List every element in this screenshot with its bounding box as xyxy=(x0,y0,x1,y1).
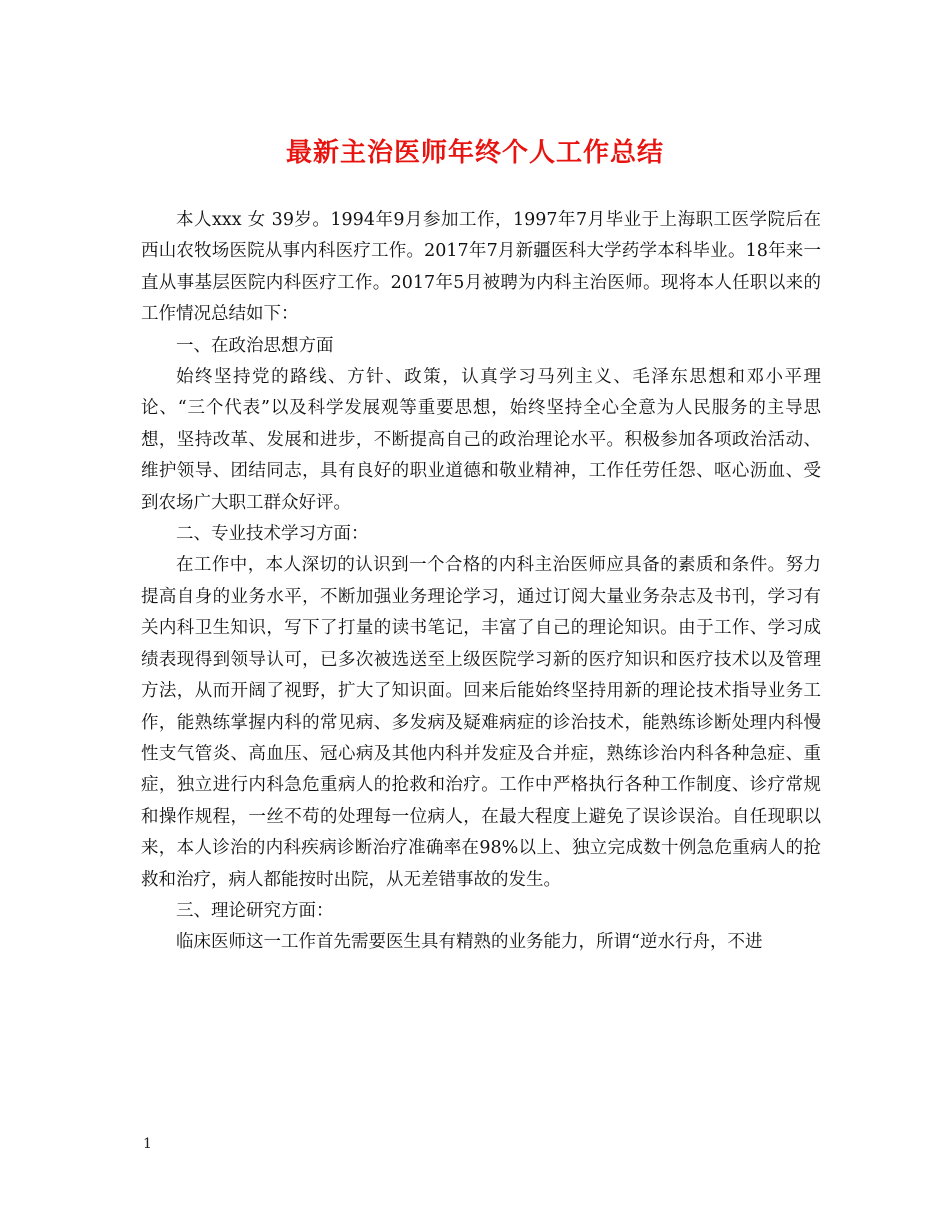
paragraph-politics: 始终坚持党的路线、方针、政策，认真学习马列主义、毛泽东思想和邓小平理论、“三个代表”以及科学发展观等重要思想，始终坚持全心全意为人民服务的主导思想，坚持改革、发展和进步，不断提高自己的政治理论水平。积极参加各项政治活动、维护领导、团结同志，具有良好的职业道德和敬业精神，工作任劳任怨、呕心沥血、受到农场广大职工群众好评。 xyxy=(141,367,821,513)
paragraph-theory: 临床医师这一工作首先需要医生具有精熟的业务能力，所谓“逆水行舟，不进 xyxy=(176,932,763,953)
document-title: 最新主治医师年终个人工作总结 xyxy=(285,138,664,168)
section-heading-professional: 二、专业技术学习方面： xyxy=(176,524,369,545)
paragraph-professional: 在工作中，本人深切的认识到一个合格的内科主治医师应具备的素质和条件。努力提高自身的业务水平，不断加强业务理论学习，通过订阅大量业务杂志及书刊，学习有关内科卫生知识，写下了打量的读书笔记，丰富了自己的理论知识。由于工作、学习成绩表现得到领导认可，已多次被选送至上级医院学习新的医疗知识和医疗技术以及管理方法，从而开阔了视野，扩大了知识面。回来后能始终坚持用新的理论技术指导业务工作，能熟练掌握内科的常见病、多发病及疑难病症的诊治技术，能熟练诊断处理内科慢性支气管炎、高血压、冠心病及其他内科并发症及合并症，熟练诊治内科各种急症、重症，独立进行内科急危重病人的抢救和治疗。工作中严格执行各种工作制度、诊疗常规和操作规程，一丝不苟的处理每一位病人，在最大程度上避免了误诊误治。自任现职以来，本人诊治的内科疾病诊断治疗准确率在98%以上、独立完成数十例急危重病人的抢救和治疗，病人都能按时出院，从无差错事故的发生。 xyxy=(141,555,821,890)
page-number: 1 xyxy=(143,1136,152,1152)
document-body xyxy=(141,205,821,959)
paragraph-intro: 本人xxx 女 39岁。1994年9月参加工作，1997年7月毕业于上海职工医学院后在西山农牧场医院从事内科医疗工作。2017年7月新疆医科大学药学本科毕业。18年来一直从事基层医院内科医疗工作。2017年5月被聘为内科主治医师。现将本人任职以来的工作情况总结如下： xyxy=(141,210,821,325)
section-heading-politics: 一、在政治思想方面 xyxy=(176,335,334,356)
section-heading-theory: 三、理论研究方面： xyxy=(176,900,334,921)
